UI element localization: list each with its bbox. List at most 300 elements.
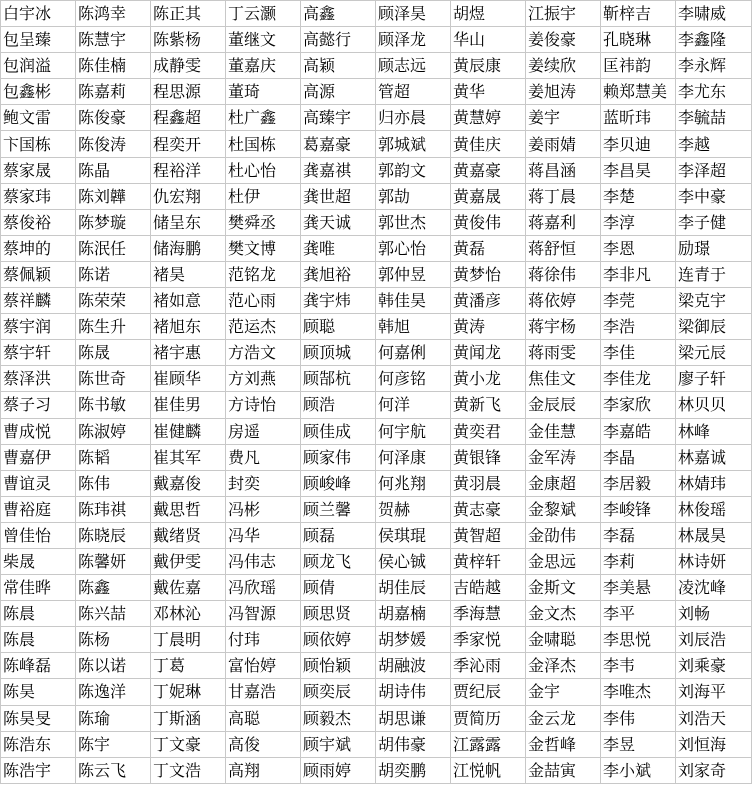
table-cell[interactable]: 顾泽昊 bbox=[376, 1, 451, 27]
table-cell[interactable]: 胡奕鹏 bbox=[376, 757, 451, 783]
table-cell[interactable]: 李家欣 bbox=[601, 392, 676, 418]
table-cell[interactable]: 郭韵文 bbox=[376, 157, 451, 183]
table-cell[interactable]: 江悦帆 bbox=[451, 757, 526, 783]
table-cell[interactable]: 李佳 bbox=[601, 340, 676, 366]
table-cell[interactable]: 金思远 bbox=[526, 548, 601, 574]
table-cell[interactable]: 陈宇 bbox=[76, 731, 151, 757]
table-cell[interactable]: 姜宇 bbox=[526, 105, 601, 131]
table-cell[interactable]: 陈浩东 bbox=[1, 731, 76, 757]
table-cell[interactable]: 崔顾华 bbox=[151, 366, 226, 392]
table-cell[interactable]: 高翔 bbox=[226, 757, 301, 783]
table-cell[interactable]: 樊舜丞 bbox=[226, 209, 301, 235]
table-cell[interactable]: 顾志远 bbox=[376, 53, 451, 79]
table-cell[interactable]: 李子健 bbox=[676, 209, 752, 235]
table-cell[interactable]: 陈书敏 bbox=[76, 392, 151, 418]
table-cell[interactable]: 李峻锋 bbox=[601, 496, 676, 522]
table-cell[interactable]: 黄小龙 bbox=[451, 366, 526, 392]
table-cell[interactable]: 胡思谦 bbox=[376, 705, 451, 731]
table-cell[interactable]: 蒋丁晨 bbox=[526, 183, 601, 209]
table-cell[interactable]: 蔡家晟 bbox=[1, 157, 76, 183]
table-cell[interactable]: 李尤东 bbox=[676, 79, 752, 105]
table-cell[interactable]: 梁克宇 bbox=[676, 288, 752, 314]
table-cell[interactable]: 顾家伟 bbox=[301, 444, 376, 470]
table-cell[interactable]: 刘海平 bbox=[676, 679, 752, 705]
table-cell[interactable]: 金喆寅 bbox=[526, 757, 601, 783]
table-cell[interactable]: 顾毅杰 bbox=[301, 705, 376, 731]
table-cell[interactable]: 蓝昕玮 bbox=[601, 105, 676, 131]
table-cell[interactable]: 林俊瑶 bbox=[676, 496, 752, 522]
table-cell[interactable]: 甘嘉浩 bbox=[226, 679, 301, 705]
table-cell[interactable]: 方浩文 bbox=[226, 340, 301, 366]
table-cell[interactable]: 黄磊 bbox=[451, 235, 526, 261]
table-cell[interactable]: 高鑫 bbox=[301, 1, 376, 27]
table-cell[interactable]: 顾峻峰 bbox=[301, 470, 376, 496]
table-cell[interactable]: 金劭伟 bbox=[526, 522, 601, 548]
table-cell[interactable]: 戴嘉俊 bbox=[151, 470, 226, 496]
table-cell[interactable]: 陈泯任 bbox=[76, 235, 151, 261]
table-cell[interactable]: 陈浩宇 bbox=[1, 757, 76, 783]
table-cell[interactable]: 李昌昊 bbox=[601, 157, 676, 183]
table-cell[interactable]: 成静雯 bbox=[151, 53, 226, 79]
table-cell[interactable]: 房遥 bbox=[226, 418, 301, 444]
table-cell[interactable]: 董继文 bbox=[226, 27, 301, 53]
table-cell[interactable]: 郭仲昱 bbox=[376, 261, 451, 287]
table-cell[interactable]: 戴思哲 bbox=[151, 496, 226, 522]
table-cell[interactable]: 刘乘豪 bbox=[676, 653, 752, 679]
table-cell[interactable]: 顾依婷 bbox=[301, 627, 376, 653]
table-cell[interactable]: 黄辰康 bbox=[451, 53, 526, 79]
table-cell[interactable]: 李居毅 bbox=[601, 470, 676, 496]
table-cell[interactable]: 曹成悦 bbox=[1, 418, 76, 444]
table-cell[interactable]: 封奕 bbox=[226, 470, 301, 496]
table-cell[interactable]: 陈馨妍 bbox=[76, 548, 151, 574]
table-cell[interactable]: 李平 bbox=[601, 601, 676, 627]
table-cell[interactable]: 柴晟 bbox=[1, 548, 76, 574]
table-cell[interactable]: 金斯文 bbox=[526, 575, 601, 601]
table-cell[interactable]: 黄智超 bbox=[451, 522, 526, 548]
table-cell[interactable]: 侯心铖 bbox=[376, 548, 451, 574]
table-cell[interactable]: 陈鸿幸 bbox=[76, 1, 151, 27]
table-cell[interactable]: 何宇航 bbox=[376, 418, 451, 444]
table-cell[interactable]: 金文杰 bbox=[526, 601, 601, 627]
table-cell[interactable]: 黄梓轩 bbox=[451, 548, 526, 574]
table-cell[interactable]: 顾怡颖 bbox=[301, 653, 376, 679]
table-cell[interactable]: 储海鹏 bbox=[151, 235, 226, 261]
table-cell[interactable]: 黄羽晨 bbox=[451, 470, 526, 496]
table-cell[interactable]: 陈俊涛 bbox=[76, 131, 151, 157]
table-cell[interactable]: 李小斌 bbox=[601, 757, 676, 783]
table-cell[interactable]: 管超 bbox=[376, 79, 451, 105]
table-cell[interactable]: 陈晨 bbox=[1, 601, 76, 627]
table-cell[interactable]: 黄新飞 bbox=[451, 392, 526, 418]
table-cell[interactable]: 冯伟志 bbox=[226, 548, 301, 574]
table-cell[interactable]: 陈峰磊 bbox=[1, 653, 76, 679]
table-cell[interactable]: 金军涛 bbox=[526, 444, 601, 470]
table-cell[interactable]: 蔡佩颖 bbox=[1, 261, 76, 287]
table-cell[interactable]: 李思悦 bbox=[601, 627, 676, 653]
table-cell[interactable]: 蔡子习 bbox=[1, 392, 76, 418]
table-cell[interactable]: 刘浩天 bbox=[676, 705, 752, 731]
table-cell[interactable]: 李永辉 bbox=[676, 53, 752, 79]
table-cell[interactable]: 胡煜 bbox=[451, 1, 526, 27]
table-cell[interactable]: 江露露 bbox=[451, 731, 526, 757]
table-cell[interactable]: 崔健麟 bbox=[151, 418, 226, 444]
table-cell[interactable]: 褚宇惠 bbox=[151, 340, 226, 366]
table-cell[interactable]: 吉皓越 bbox=[451, 575, 526, 601]
table-cell[interactable]: 高臻宇 bbox=[301, 105, 376, 131]
table-cell[interactable]: 李嘉皓 bbox=[601, 418, 676, 444]
table-cell[interactable]: 陈杨 bbox=[76, 627, 151, 653]
table-cell[interactable]: 方诗怡 bbox=[226, 392, 301, 418]
table-cell[interactable]: 蔡俊裕 bbox=[1, 209, 76, 235]
table-cell[interactable]: 郭劼 bbox=[376, 183, 451, 209]
table-cell[interactable]: 丁晨明 bbox=[151, 627, 226, 653]
table-cell[interactable]: 陈晨 bbox=[1, 627, 76, 653]
table-cell[interactable]: 杜心怡 bbox=[226, 157, 301, 183]
table-cell[interactable]: 金辰辰 bbox=[526, 392, 601, 418]
table-cell[interactable]: 金黎斌 bbox=[526, 496, 601, 522]
table-cell[interactable]: 靳梓吉 bbox=[601, 1, 676, 27]
table-cell[interactable]: 陈嘉莉 bbox=[76, 79, 151, 105]
table-cell[interactable]: 李非凡 bbox=[601, 261, 676, 287]
table-cell[interactable]: 常佳晔 bbox=[1, 575, 76, 601]
table-cell[interactable]: 刘家奇 bbox=[676, 757, 752, 783]
table-cell[interactable]: 高聪 bbox=[226, 705, 301, 731]
table-cell[interactable]: 李淳 bbox=[601, 209, 676, 235]
table-cell[interactable]: 金哲峰 bbox=[526, 731, 601, 757]
table-cell[interactable]: 金啸聪 bbox=[526, 627, 601, 653]
table-cell[interactable]: 程思源 bbox=[151, 79, 226, 105]
table-cell[interactable]: 黄志豪 bbox=[451, 496, 526, 522]
table-cell[interactable]: 高懿行 bbox=[301, 27, 376, 53]
table-cell[interactable]: 蔡家玮 bbox=[1, 183, 76, 209]
table-cell[interactable]: 林诗妍 bbox=[676, 548, 752, 574]
table-cell[interactable]: 顾聪 bbox=[301, 314, 376, 340]
table-cell[interactable]: 戴绪贤 bbox=[151, 522, 226, 548]
table-cell[interactable]: 陈淑婷 bbox=[76, 418, 151, 444]
table-cell[interactable]: 蒋舒恒 bbox=[526, 235, 601, 261]
table-cell[interactable]: 褚昊 bbox=[151, 261, 226, 287]
table-cell[interactable]: 陈云飞 bbox=[76, 757, 151, 783]
table-cell[interactable]: 杜伊 bbox=[226, 183, 301, 209]
table-cell[interactable]: 季家悦 bbox=[451, 627, 526, 653]
table-cell[interactable]: 金泽杰 bbox=[526, 653, 601, 679]
table-cell[interactable]: 黄潘彦 bbox=[451, 288, 526, 314]
table-cell[interactable]: 蒋徐伟 bbox=[526, 261, 601, 287]
table-cell[interactable]: 崔其军 bbox=[151, 444, 226, 470]
table-cell[interactable]: 梁御辰 bbox=[676, 314, 752, 340]
table-cell[interactable]: 华山 bbox=[451, 27, 526, 53]
table-cell[interactable]: 范铭龙 bbox=[226, 261, 301, 287]
table-cell[interactable]: 程奕开 bbox=[151, 131, 226, 157]
table-cell[interactable]: 龚天诚 bbox=[301, 209, 376, 235]
table-cell[interactable]: 费凡 bbox=[226, 444, 301, 470]
table-cell[interactable]: 蒋依婷 bbox=[526, 288, 601, 314]
table-cell[interactable]: 姜旭涛 bbox=[526, 79, 601, 105]
table-cell[interactable]: 陈晓辰 bbox=[76, 522, 151, 548]
table-cell[interactable]: 黄佳庆 bbox=[451, 131, 526, 157]
table-cell[interactable]: 董琦 bbox=[226, 79, 301, 105]
table-cell[interactable]: 陈兴喆 bbox=[76, 601, 151, 627]
table-cell[interactable]: 陈昊旻 bbox=[1, 705, 76, 731]
table-cell[interactable]: 龚旭裕 bbox=[301, 261, 376, 287]
table-cell[interactable]: 李啸威 bbox=[676, 1, 752, 27]
table-cell[interactable]: 褚旭东 bbox=[151, 314, 226, 340]
table-cell[interactable]: 黄嘉晟 bbox=[451, 183, 526, 209]
table-cell[interactable]: 陈刘韡 bbox=[76, 183, 151, 209]
table-cell[interactable]: 何嘉俐 bbox=[376, 340, 451, 366]
table-cell[interactable]: 刘畅 bbox=[676, 601, 752, 627]
table-cell[interactable]: 李佳龙 bbox=[601, 366, 676, 392]
table-cell[interactable]: 曾佳怡 bbox=[1, 522, 76, 548]
table-cell[interactable]: 韩旭 bbox=[376, 314, 451, 340]
table-cell[interactable]: 陈瑜 bbox=[76, 705, 151, 731]
table-cell[interactable]: 何泽康 bbox=[376, 444, 451, 470]
table-cell[interactable]: 李磊 bbox=[601, 522, 676, 548]
table-cell[interactable]: 李莉 bbox=[601, 548, 676, 574]
table-cell[interactable]: 丁斯涵 bbox=[151, 705, 226, 731]
table-cell[interactable]: 李恩 bbox=[601, 235, 676, 261]
table-cell[interactable]: 李中豪 bbox=[676, 183, 752, 209]
table-cell[interactable]: 韩佳昊 bbox=[376, 288, 451, 314]
table-cell[interactable]: 郭心怡 bbox=[376, 235, 451, 261]
table-cell[interactable]: 江振宇 bbox=[526, 1, 601, 27]
table-cell[interactable]: 何洋 bbox=[376, 392, 451, 418]
table-cell[interactable]: 陈慧宇 bbox=[76, 27, 151, 53]
table-cell[interactable]: 陈鑫 bbox=[76, 575, 151, 601]
table-cell[interactable]: 贾简历 bbox=[451, 705, 526, 731]
table-cell[interactable]: 凌沈峰 bbox=[676, 575, 752, 601]
table-cell[interactable]: 丁妮琳 bbox=[151, 679, 226, 705]
table-cell[interactable]: 陈生升 bbox=[76, 314, 151, 340]
table-cell[interactable]: 刘辰浩 bbox=[676, 627, 752, 653]
table-cell[interactable]: 蔡宇润 bbox=[1, 314, 76, 340]
table-cell[interactable]: 程裕洋 bbox=[151, 157, 226, 183]
table-cell[interactable]: 鲍文雷 bbox=[1, 105, 76, 131]
table-cell[interactable]: 陈世奇 bbox=[76, 366, 151, 392]
table-cell[interactable]: 顾泽龙 bbox=[376, 27, 451, 53]
table-cell[interactable]: 李唯杰 bbox=[601, 679, 676, 705]
table-cell[interactable]: 陈逸洋 bbox=[76, 679, 151, 705]
table-cell[interactable]: 金云龙 bbox=[526, 705, 601, 731]
table-cell[interactable]: 陈佳楠 bbox=[76, 53, 151, 79]
table-cell[interactable]: 储呈东 bbox=[151, 209, 226, 235]
table-cell[interactable]: 陈以诺 bbox=[76, 653, 151, 679]
table-cell[interactable]: 程鑫超 bbox=[151, 105, 226, 131]
table-cell[interactable]: 励璟 bbox=[676, 235, 752, 261]
table-cell[interactable]: 顾龙飞 bbox=[301, 548, 376, 574]
table-cell[interactable]: 何彦铭 bbox=[376, 366, 451, 392]
table-cell[interactable]: 范运杰 bbox=[226, 314, 301, 340]
table-cell[interactable]: 冯智源 bbox=[226, 601, 301, 627]
table-cell[interactable]: 李越 bbox=[676, 131, 752, 157]
table-cell[interactable]: 仇宏翔 bbox=[151, 183, 226, 209]
table-cell[interactable]: 顾兰馨 bbox=[301, 496, 376, 522]
table-cell[interactable]: 方刘燕 bbox=[226, 366, 301, 392]
table-cell[interactable]: 李韦 bbox=[601, 653, 676, 679]
table-cell[interactable]: 卞国栋 bbox=[1, 131, 76, 157]
table-cell[interactable]: 李伟 bbox=[601, 705, 676, 731]
table-cell[interactable]: 顾倩 bbox=[301, 575, 376, 601]
table-cell[interactable]: 林婧玮 bbox=[676, 470, 752, 496]
table-cell[interactable]: 焦佳文 bbox=[526, 366, 601, 392]
table-cell[interactable]: 姜俊豪 bbox=[526, 27, 601, 53]
table-cell[interactable]: 冯华 bbox=[226, 522, 301, 548]
table-cell[interactable]: 林嘉诚 bbox=[676, 444, 752, 470]
table-cell[interactable]: 樊文博 bbox=[226, 235, 301, 261]
table-cell[interactable]: 李晶 bbox=[601, 444, 676, 470]
table-cell[interactable]: 李楚 bbox=[601, 183, 676, 209]
table-cell[interactable]: 包润溢 bbox=[1, 53, 76, 79]
table-cell[interactable]: 廖子轩 bbox=[676, 366, 752, 392]
table-cell[interactable]: 季沁雨 bbox=[451, 653, 526, 679]
table-cell[interactable]: 胡嘉楠 bbox=[376, 601, 451, 627]
table-cell[interactable]: 顾郜杭 bbox=[301, 366, 376, 392]
table-cell[interactable]: 赖郑慧美 bbox=[601, 79, 676, 105]
table-cell[interactable]: 陈梦璇 bbox=[76, 209, 151, 235]
table-cell[interactable]: 黄嘉豪 bbox=[451, 157, 526, 183]
table-cell[interactable]: 胡融波 bbox=[376, 653, 451, 679]
table-cell[interactable]: 陈俊豪 bbox=[76, 105, 151, 131]
table-cell[interactable]: 戴伊雯 bbox=[151, 548, 226, 574]
table-cell[interactable]: 崔佳男 bbox=[151, 392, 226, 418]
table-cell[interactable]: 贺赫 bbox=[376, 496, 451, 522]
table-cell[interactable]: 顾宇斌 bbox=[301, 731, 376, 757]
table-cell[interactable]: 葛嘉豪 bbox=[301, 131, 376, 157]
table-cell[interactable]: 蒋昌涵 bbox=[526, 157, 601, 183]
table-cell[interactable]: 蒋雨雯 bbox=[526, 340, 601, 366]
table-cell[interactable]: 郭世杰 bbox=[376, 209, 451, 235]
table-cell[interactable]: 刘恒海 bbox=[676, 731, 752, 757]
table-cell[interactable]: 胡诗伟 bbox=[376, 679, 451, 705]
table-cell[interactable]: 顾雨婷 bbox=[301, 757, 376, 783]
table-cell[interactable]: 付玮 bbox=[226, 627, 301, 653]
table-cell[interactable]: 丁文豪 bbox=[151, 731, 226, 757]
table-cell[interactable]: 丁文浩 bbox=[151, 757, 226, 783]
table-cell[interactable]: 顾磊 bbox=[301, 522, 376, 548]
table-cell[interactable]: 蔡坤的 bbox=[1, 235, 76, 261]
table-cell[interactable]: 金宇 bbox=[526, 679, 601, 705]
table-cell[interactable]: 李昱 bbox=[601, 731, 676, 757]
table-cell[interactable]: 陈正其 bbox=[151, 1, 226, 27]
table-cell[interactable]: 李毓喆 bbox=[676, 105, 752, 131]
table-cell[interactable]: 高源 bbox=[301, 79, 376, 105]
table-cell[interactable]: 李鑫隆 bbox=[676, 27, 752, 53]
table-cell[interactable]: 高俊 bbox=[226, 731, 301, 757]
table-cell[interactable]: 李泽超 bbox=[676, 157, 752, 183]
table-cell[interactable]: 陈晶 bbox=[76, 157, 151, 183]
table-cell[interactable]: 季海慧 bbox=[451, 601, 526, 627]
table-cell[interactable]: 范心雨 bbox=[226, 288, 301, 314]
table-cell[interactable]: 曹嘉伊 bbox=[1, 444, 76, 470]
table-cell[interactable]: 林晟昊 bbox=[676, 522, 752, 548]
table-cell[interactable]: 胡佳辰 bbox=[376, 575, 451, 601]
table-cell[interactable]: 蔡泽洪 bbox=[1, 366, 76, 392]
table-cell[interactable]: 黄涛 bbox=[451, 314, 526, 340]
table-cell[interactable]: 孔晓琳 bbox=[601, 27, 676, 53]
table-cell[interactable]: 顾奕辰 bbox=[301, 679, 376, 705]
table-cell[interactable]: 黄俊伟 bbox=[451, 209, 526, 235]
table-cell[interactable]: 冯欣瑶 bbox=[226, 575, 301, 601]
table-cell[interactable]: 褚如意 bbox=[151, 288, 226, 314]
table-cell[interactable]: 胡梦媛 bbox=[376, 627, 451, 653]
table-cell[interactable]: 包呈臻 bbox=[1, 27, 76, 53]
table-cell[interactable]: 黄奕君 bbox=[451, 418, 526, 444]
table-cell[interactable]: 戴佐嘉 bbox=[151, 575, 226, 601]
table-cell[interactable]: 姜续欣 bbox=[526, 53, 601, 79]
table-cell[interactable]: 顾佳成 bbox=[301, 418, 376, 444]
table-cell[interactable]: 陈昊 bbox=[1, 679, 76, 705]
table-cell[interactable]: 曹裕庭 bbox=[1, 496, 76, 522]
table-cell[interactable]: 林峰 bbox=[676, 418, 752, 444]
table-cell[interactable]: 董嘉庆 bbox=[226, 53, 301, 79]
table-cell[interactable]: 冯彬 bbox=[226, 496, 301, 522]
table-cell[interactable]: 蔡祥麟 bbox=[1, 288, 76, 314]
table-cell[interactable]: 陈韬 bbox=[76, 444, 151, 470]
table-cell[interactable]: 陈伟 bbox=[76, 470, 151, 496]
table-cell[interactable]: 林贝贝 bbox=[676, 392, 752, 418]
table-cell[interactable]: 连青于 bbox=[676, 261, 752, 287]
table-cell[interactable]: 郭城斌 bbox=[376, 131, 451, 157]
table-cell[interactable]: 龚嘉祺 bbox=[301, 157, 376, 183]
table-cell[interactable]: 丁葛 bbox=[151, 653, 226, 679]
table-cell[interactable]: 顾浩 bbox=[301, 392, 376, 418]
table-cell[interactable]: 包鑫彬 bbox=[1, 79, 76, 105]
table-cell[interactable]: 蔡宇轩 bbox=[1, 340, 76, 366]
table-cell[interactable]: 曹谊灵 bbox=[1, 470, 76, 496]
table-cell[interactable]: 丁云灏 bbox=[226, 1, 301, 27]
table-cell[interactable]: 顾顶城 bbox=[301, 340, 376, 366]
table-cell[interactable]: 顾思贤 bbox=[301, 601, 376, 627]
table-cell[interactable]: 龚唯 bbox=[301, 235, 376, 261]
table-cell[interactable]: 白宇冰 bbox=[1, 1, 76, 27]
table-cell[interactable]: 陈诺 bbox=[76, 261, 151, 287]
table-cell[interactable]: 杜国栋 bbox=[226, 131, 301, 157]
table-cell[interactable]: 陈荣荣 bbox=[76, 288, 151, 314]
table-cell[interactable]: 蒋嘉利 bbox=[526, 209, 601, 235]
table-cell[interactable]: 陈晟 bbox=[76, 340, 151, 366]
table-cell[interactable]: 龚宇炜 bbox=[301, 288, 376, 314]
table-cell[interactable]: 姜雨婧 bbox=[526, 131, 601, 157]
table-cell[interactable]: 李浩 bbox=[601, 314, 676, 340]
table-cell[interactable]: 邓林沁 bbox=[151, 601, 226, 627]
table-cell[interactable]: 金康超 bbox=[526, 470, 601, 496]
table-cell[interactable]: 黄梦怡 bbox=[451, 261, 526, 287]
table-cell[interactable]: 何兆翔 bbox=[376, 470, 451, 496]
table-cell[interactable]: 黄闻龙 bbox=[451, 340, 526, 366]
table-cell[interactable]: 富怡婷 bbox=[226, 653, 301, 679]
table-cell[interactable]: 贾纪辰 bbox=[451, 679, 526, 705]
table-cell[interactable]: 陈紫杨 bbox=[151, 27, 226, 53]
table-cell[interactable]: 匡祎韵 bbox=[601, 53, 676, 79]
table-cell[interactable]: 李莞 bbox=[601, 288, 676, 314]
table-cell[interactable]: 陈玮祺 bbox=[76, 496, 151, 522]
table-cell[interactable]: 龚世超 bbox=[301, 183, 376, 209]
table-cell[interactable]: 胡伟豪 bbox=[376, 731, 451, 757]
table-cell[interactable]: 蒋宇杨 bbox=[526, 314, 601, 340]
table-cell[interactable]: 黄华 bbox=[451, 79, 526, 105]
table-cell[interactable]: 侯琪琨 bbox=[376, 522, 451, 548]
table-cell[interactable]: 梁元辰 bbox=[676, 340, 752, 366]
table-cell[interactable]: 金佳慧 bbox=[526, 418, 601, 444]
table-cell[interactable]: 黄银锋 bbox=[451, 444, 526, 470]
table-cell[interactable]: 归亦晨 bbox=[376, 105, 451, 131]
table-cell[interactable]: 高颖 bbox=[301, 53, 376, 79]
table-cell[interactable]: 李贝迪 bbox=[601, 131, 676, 157]
table-cell[interactable]: 黄慧婷 bbox=[451, 105, 526, 131]
table-cell[interactable]: 杜广鑫 bbox=[226, 105, 301, 131]
table-cell[interactable]: 李美悬 bbox=[601, 575, 676, 601]
